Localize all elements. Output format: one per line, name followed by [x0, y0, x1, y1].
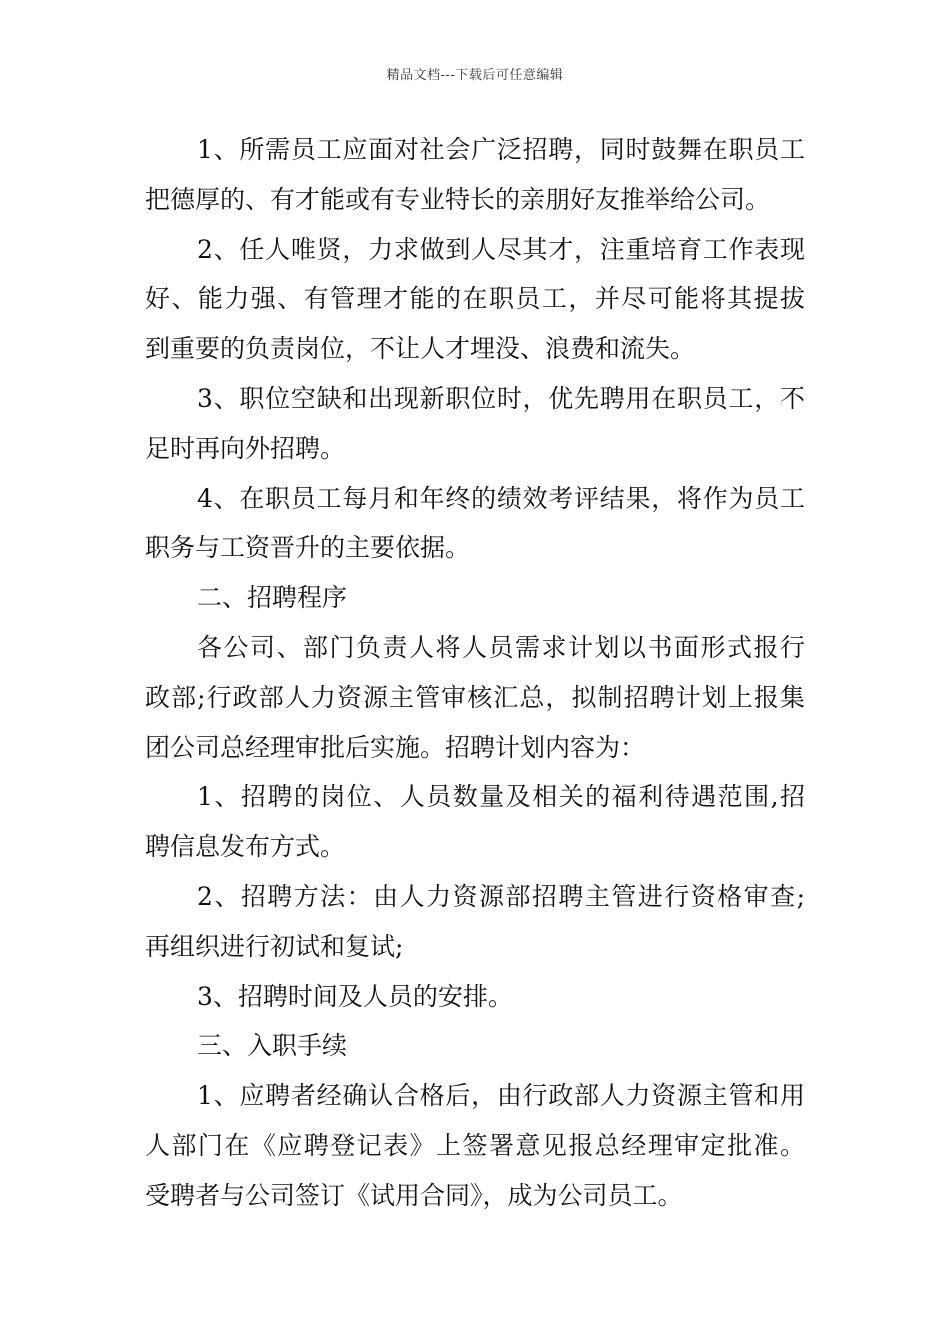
text-line: 聘信息发布方式。 [145, 832, 346, 862]
text-line: 1、所需员工应面对社会广泛招聘，同时鼓舞在职员工 [197, 135, 805, 164]
text-line: 2、招聘方法：由人力资源部招聘主管进行资格审查; [197, 881, 805, 911]
text-line: 3、招聘时间及人员的安排。 [197, 981, 513, 1011]
text-line: 各公司、部门负责人将人员需求计划以书面形式报行 [197, 632, 805, 662]
text-line: 二、招聘程序 [197, 583, 348, 613]
text-line: 政部;行政部人力资源主管审核汇总，拟制招聘计划上报集 [145, 682, 805, 712]
text-line: 再组织进行初试和复试; [145, 931, 404, 961]
text-line: 人部门在《应聘登记表》上签署意见报总经理审定批准。 [145, 1130, 805, 1160]
text-line: 三、入职手续 [197, 1031, 348, 1061]
text-line: 2、任人唯贤，力求做到人尽其才，注重培育工作表现 [197, 234, 805, 264]
text-line: 把德厚的、有才能或有专业特长的亲朋好友推举给公司。 [145, 184, 771, 214]
text-line: 1、应聘者经确认合格后，由行政部人力资源主管和用 [197, 1081, 805, 1111]
text-line: 到重要的负责岗位，不让人才埋没、浪费和流失。 [145, 334, 696, 364]
text-line: 1、招聘的岗位、人员数量及相关的福利待遇范围,招 [197, 782, 805, 812]
text-line: 职务与工资晋升的主要依据。 [145, 533, 471, 563]
text-line: 好、能力强、有管理才能的在职员工，并尽可能将其提拔 [145, 284, 805, 314]
text-line: 4、在职员工每月和年终的绩效考评结果，将作为员工 [197, 483, 805, 513]
page-header: 精品文档---下载后可任意编辑 [386, 68, 564, 83]
text-line: 足时再向外招聘。 [145, 433, 346, 463]
text-line: 受聘者与公司签订《试用合同》，成为公司员工。 [145, 1180, 683, 1210]
text-line: 团公司总经理审批后实施。招聘计划内容为： [145, 732, 646, 762]
document-body [145, 125, 805, 1221]
text-line: 3、职位空缺和出现新职位时，优先聘用在职员工，不 [197, 383, 805, 413]
